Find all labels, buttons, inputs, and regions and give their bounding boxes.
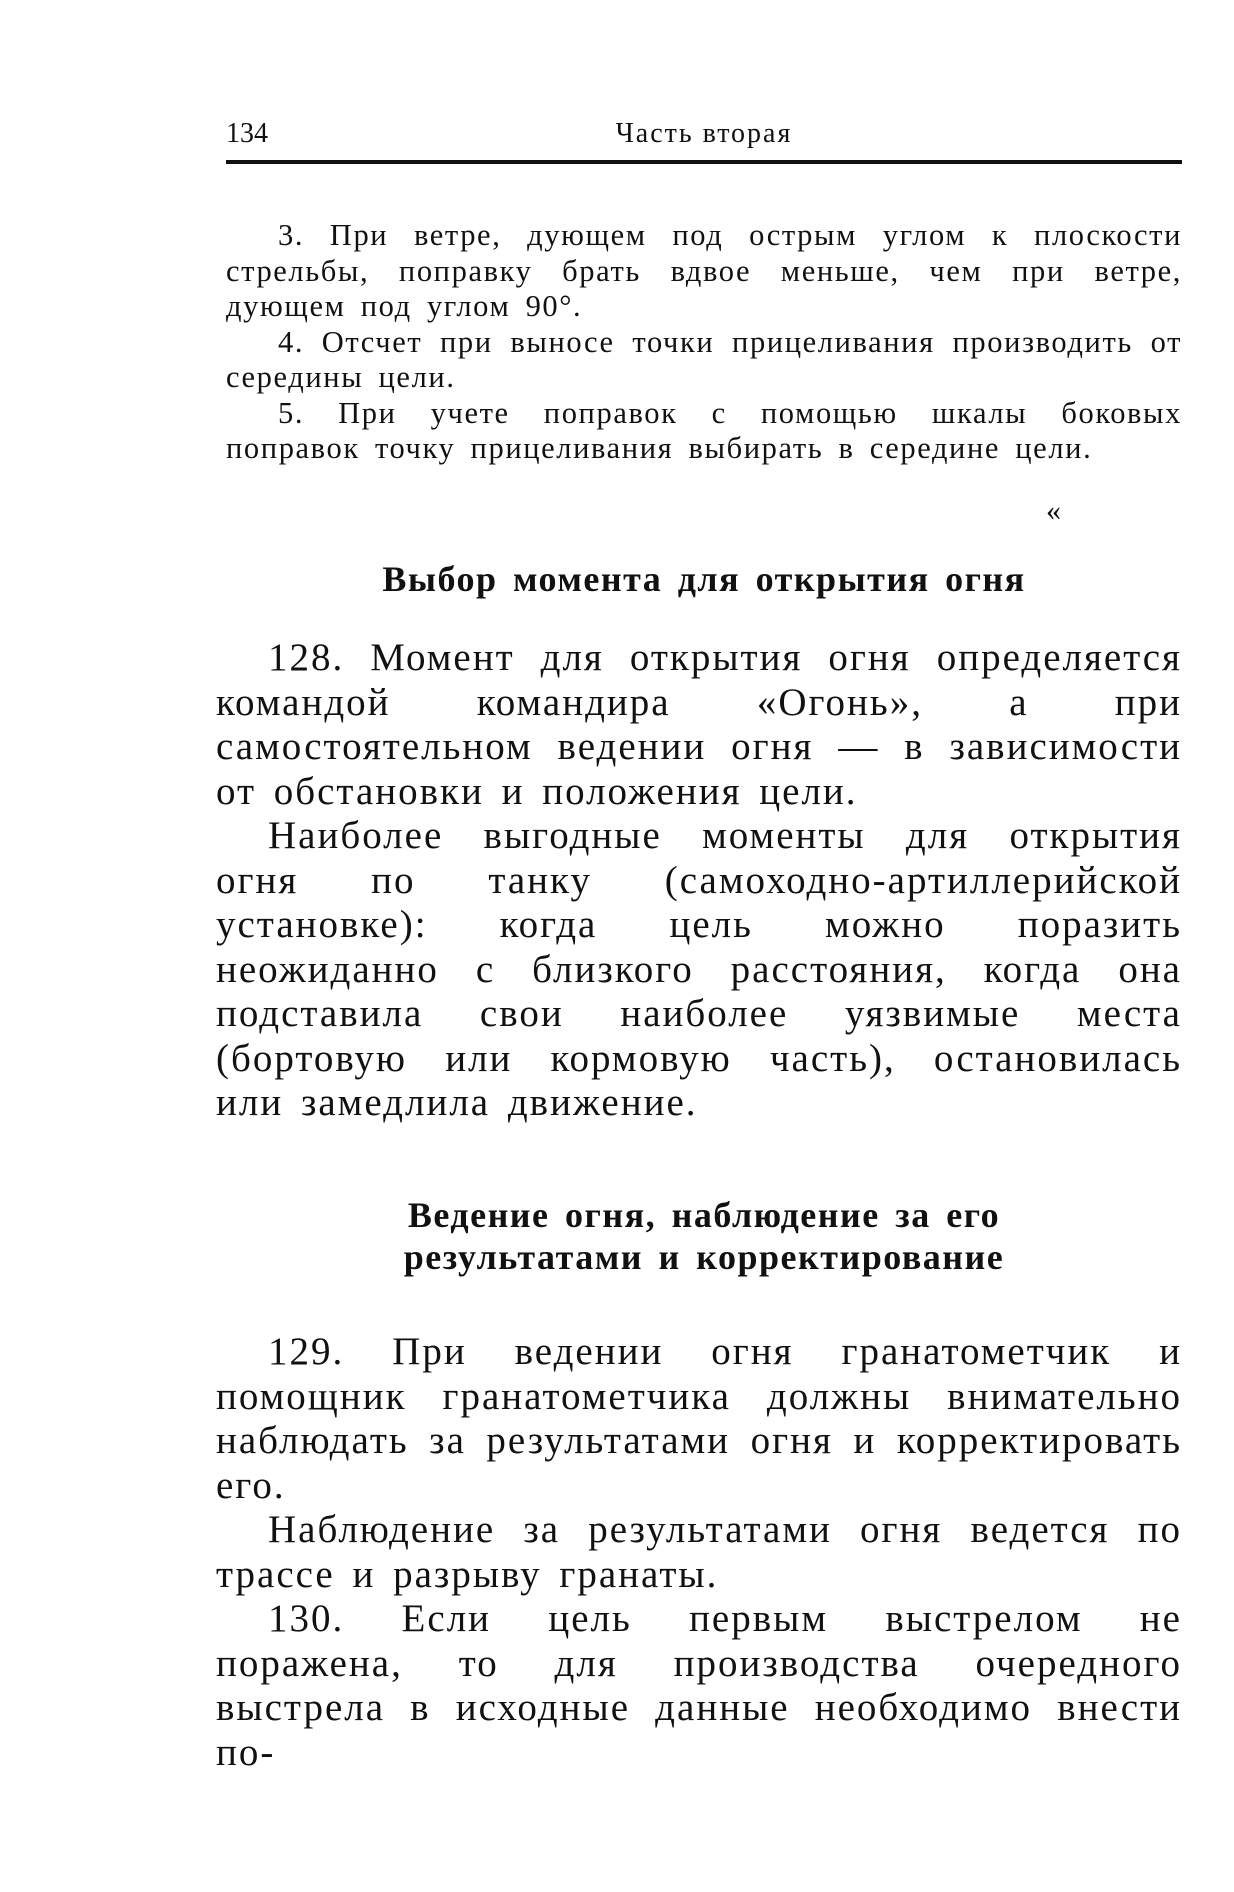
rules-list bbox=[226, 218, 1182, 467]
section-body-fire-moment bbox=[216, 636, 1182, 1126]
rule-item: 4. Отсчет при выносе точки прицеливания производить от середины цели. bbox=[226, 324, 1182, 394]
header-rule bbox=[226, 160, 1182, 164]
part-title: Часть вторая bbox=[615, 118, 793, 149]
rule-item: 3. При ветре, дующем под острым углом к плоскости стрельбы, поправку брать вдвое меньше, чем при ветре, дующем под углом 90°. bbox=[226, 218, 1182, 323]
section-heading-line: Ведение огня, наблюдение за его bbox=[407, 1195, 1001, 1235]
paragraph: 130. Если цель первым выстрелом не поражена, то для производства очередного выстрела в исходные данные необходимо внести по- bbox=[216, 1597, 1182, 1774]
section-heading-line: результатами и корректирование bbox=[403, 1237, 1005, 1277]
running-header bbox=[226, 118, 1182, 158]
paragraph: Наблюдение за результатами огня ведется по трассе и разрыву гранаты. bbox=[216, 1508, 1182, 1596]
paragraph: 129. При ведении огня гранатометчик и помощник гранатометчика должны внимательно наблюдать за результатами огня и корректировать его. bbox=[216, 1330, 1182, 1507]
section-heading-fire-moment: Выбор момента для открытия огня bbox=[382, 559, 1026, 599]
paragraph: Наиболее выгодные моменты для открытия огня по танку (самоходно-артиллерийской установке): когда цель можно поразить неожиданно с близкого расстояния, когда она подставила свои наиболее уязвимые места (бортовую или кормовую часть), остановилась или замедлила движение. bbox=[216, 814, 1182, 1124]
rule-item: 5. При учете поправок с помощью шкалы боковых поправок точку прицеливания выбирать в середине цели. bbox=[226, 395, 1182, 465]
paragraph: 128. Момент для открытия огня определяется командой командира «Огонь», а при самостоятельном ведении огня — в зависимости от обстановки и положения цели. bbox=[216, 636, 1182, 813]
section-body-fire-conduct bbox=[216, 1330, 1182, 1775]
section-heading-fire-conduct bbox=[226, 1194, 1182, 1278]
stray-mark: « bbox=[1046, 494, 1061, 527]
page-number: 134 bbox=[226, 118, 268, 149]
